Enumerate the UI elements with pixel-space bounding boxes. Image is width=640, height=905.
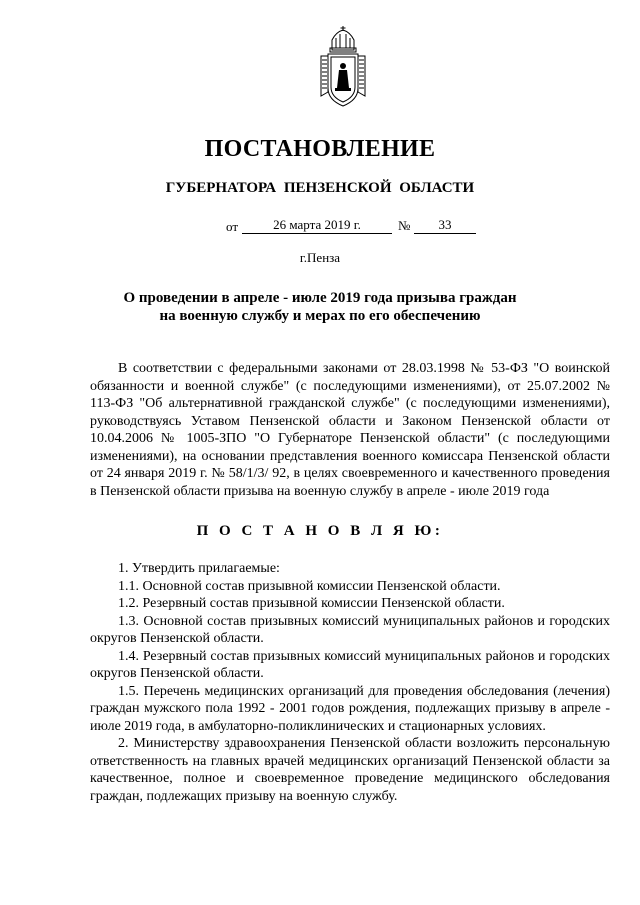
list-item: 1.4. Резервный состав призывных комиссий муниципальных районов и городских округов Пензенской области. bbox=[90, 648, 610, 681]
preamble bbox=[90, 360, 610, 500]
list-item: 1.2. Резервный состав призывной комиссии Пензенской области. bbox=[118, 596, 505, 611]
date-value: 26 марта 2019 г. bbox=[242, 217, 392, 234]
list-item: 1.5. Перечень медицинских организаций для проведения обследования (лечения) граждан мужского пола 1992 - 2001 годов рождения, подлежащих призыву в апреле - июле 2019 года, в амбулаторно-поликлинических и стационарных условиях. bbox=[90, 683, 610, 734]
document-heading bbox=[100, 289, 540, 325]
list-item: 1.1. Основной состав призывной комиссии Пензенской области. bbox=[118, 578, 501, 594]
coat-of-arms-icon bbox=[318, 26, 368, 110]
decree-word: П О С Т А Н О В Л Я Ю: bbox=[196, 523, 444, 539]
decree-items bbox=[90, 560, 610, 805]
list-item: 1.3. Основной состав призывных комиссий муниципальных районов и городских округов Пензенской области. bbox=[90, 613, 610, 646]
city: г.Пенза bbox=[299, 250, 341, 265]
preamble-paragraph: В соответствии с федеральными законами от 28.03.1998 № 53-ФЗ "О воинской обязанности и военной службе" (с последующими изменениями), от 25.07.2002 № 113-ФЗ "Об альтернативной гражданской службе" (с последующими изменениями), руководствуясь Уставом Пензенской области и Законом Пензенской области от 10.04.2006 № 1005-ЗПО "О Губернаторе Пензенской области" (с последующими изменениями), на основании представления военного комиссара Пензенской области от 24 января 2019 г. № 58/1/3/ 92, в целях своевременного и качественного проведения в Пензенской области призыва на военную службу в апреле - июле 2019 года bbox=[90, 361, 610, 499]
number-value: 33 bbox=[414, 217, 476, 234]
date-prefix: от bbox=[226, 219, 239, 234]
heading-line-1: О проведении в апреле - июле 2019 года призыва граждан bbox=[123, 290, 517, 306]
document-subtitle: ГУБЕРНАТОРА ПЕНЗЕНСКОЙ ОБЛАСТИ bbox=[165, 180, 475, 196]
number-prefix: № bbox=[398, 218, 411, 233]
document-title: ПОСТАНОВЛЕНИЕ bbox=[204, 136, 436, 162]
list-item: 1. Утвердить прилагаемые: bbox=[118, 561, 280, 576]
heading-line-2: на военную службу и мерах по его обеспечению bbox=[159, 308, 481, 324]
list-item: 2. Министерству здравоохранения Пензенской области возложить персональную ответственность на главных врачей медицинских организаций Пензенской области за качественное, полное и своевременное проведение медицинского обследования граждан, подлежащих призыву на военную службу. bbox=[90, 736, 610, 804]
